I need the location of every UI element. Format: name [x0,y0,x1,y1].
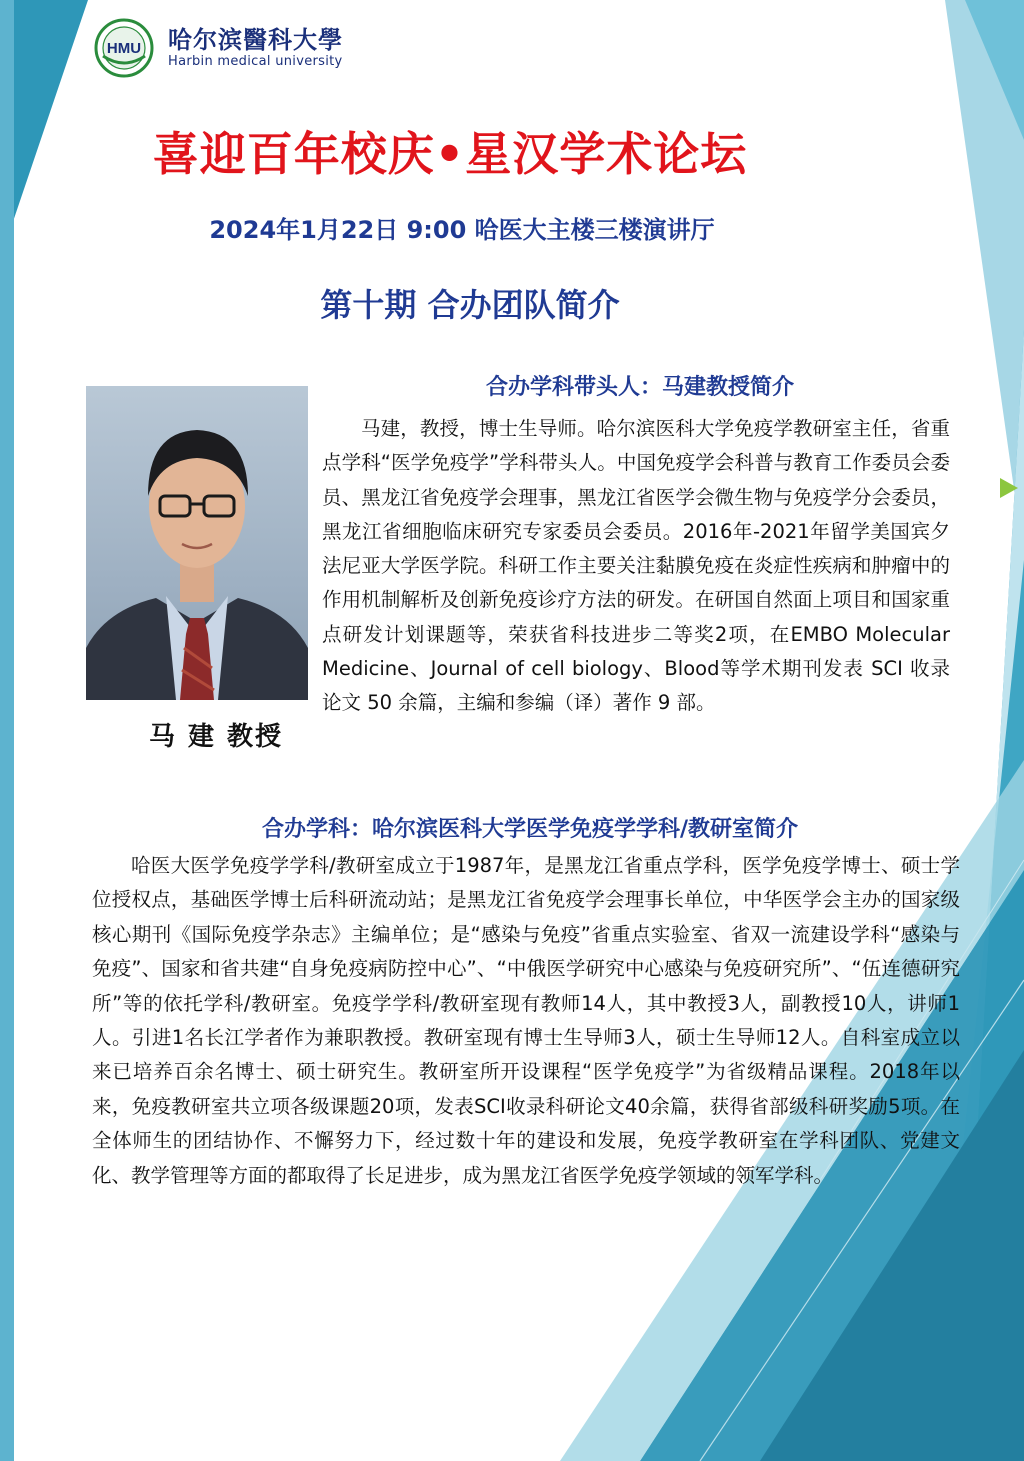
department-section-heading: 合办学科：哈尔滨医科大学医学免疫学学科/教研室简介 [261,817,799,842]
issue-title: 第十期 合办团队简介 [320,286,620,324]
professor-portrait [86,386,308,700]
university-logo [94,18,154,78]
svg-text:HMU: HMU [106,40,142,57]
main-title: 喜迎百年校庆•星汉学术论坛 [152,127,748,181]
professor-bio [322,412,950,721]
department-paragraph: 哈医大医学免疫学学科/教研室成立于1987年，是黑龙江省重点学科，医学免疫学博士、硕士学位授权点，基础医学博士后科研流动站；是黑龙江省免疫学会理事长单位，中华医学会主办的国家级核心期刊《国际免疫学杂志》主编单位；是“感染与免疫”省重点实验室、省双一流建设学科“感染与免疫”、国家和省共建“自身免疫病防控中心”、“中俄医学研究中心感染与免疫研究所”、“伍连德研究所”等的依托学科/教研室。免疫学学科/教研室现有教师14人，其中教授3人，副教授10人，讲师1人。引进1名长江学者作为兼职教授。教研室现有博士生导师3人，硕士生导师12人。自科室成立以来已培养百余名博士、硕士研究生。教研室所开设课程“医学免疫学”为省级精品课程。2018年以来，免疫教研室共立项各级课题20项，发表SCI收录科研论文40余篇，获得省部级科研奖励5项。在全体师生的团结协作、不懈努力下，经过数十年的建设和发展，免疫学教研室在学科团队、党建文化、教学管理等方面的都取得了长足进步，成为黑龙江省医学免疫学领域的领军学科。 [92,854,960,1187]
bio-paragraph: 马建，教授，博士生导师。哈尔滨医科大学免疫学教研室主任，省重点学科“医学免疫学”学科带头人。中国免疫学会科普与教育工作委员会委员、黑龙江省免疫学会理事，黑龙江省医学会微生物与免疫学分会委员，黑龙江省细胞临床研究专家委员会委员。2016年-2021年留学美国宾夕法尼亚大学医学院。科研工作主要关注黏膜免疫在炎症性疾病和肿瘤中的作用机制解析及创新免疫诊疗方法的研发。在研国自然面上项目和国家重点研发计划课题等，荣获省科技进步二等奖2项，在EMBO Molecular Medicine、Journal of cell biology、Blood等学术期刊发表 SCI 收录论文 50 余篇，主编和参编（译）著作 9 部。 [322,417,950,715]
department-intro [92,849,960,1193]
portrait-caption: 马 建 教授 [148,722,284,752]
university-name-en: Harbin medical university [168,54,343,69]
event-time-location: 2024年1月22日 9:00 哈医大主楼三楼演讲厅 [209,216,715,244]
leader-section-heading: 合办学科带头人：马建教授简介 [485,375,794,400]
university-name-cn: 哈尔滨醫科大學 [168,25,343,54]
